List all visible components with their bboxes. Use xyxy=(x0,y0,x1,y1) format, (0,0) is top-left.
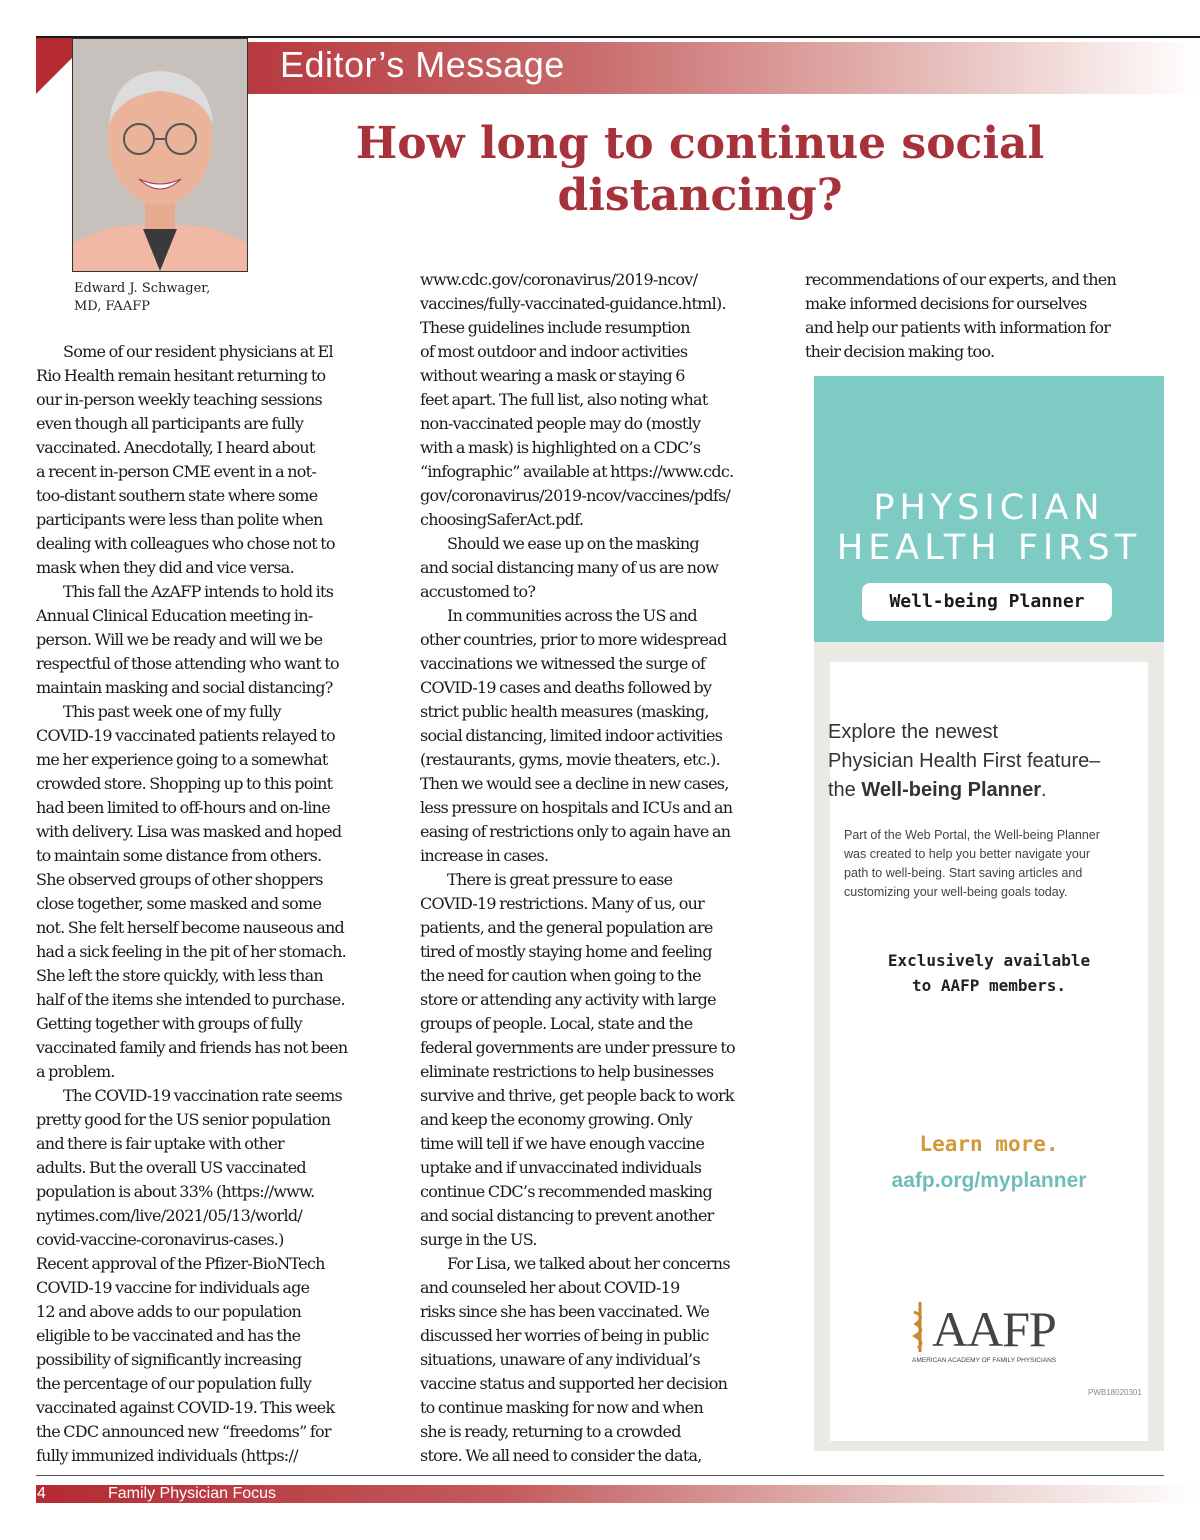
body-line: tired of mostly staying home and feeling xyxy=(420,942,712,961)
body-line: groups of people. Local, state and the xyxy=(420,1014,693,1033)
body-line: Rio Health remain hesitant returning to xyxy=(36,366,326,385)
body-line: vaccinations we witnessed the surge of xyxy=(420,654,706,673)
body-line: situations, unaware of any individual’s xyxy=(420,1350,700,1369)
ad-explore-line xyxy=(828,776,1138,805)
body-line: me her experience going to a somewhat xyxy=(36,750,328,769)
body-line: and there is fair uptake with other xyxy=(36,1134,284,1153)
ad-description-line: path to well-being. Start saving articles and xyxy=(844,866,1083,880)
body-line: In communities across the US and xyxy=(447,606,697,625)
body-line: the need for caution when going to the xyxy=(420,966,701,985)
body-line: less pressure on hospitals and ICUs and an xyxy=(420,798,733,817)
body-line: crowded store. Shopping up to this point xyxy=(36,774,333,793)
ad-description-line: was created to help you better navigate your xyxy=(844,847,1090,861)
body-line: 12 and above adds to our population xyxy=(36,1302,302,1321)
body-line: There is great pressure to ease xyxy=(447,870,673,889)
body-line: The COVID-19 vaccination rate seems xyxy=(63,1086,342,1105)
ad-learn-more[interactable]: Learn more. xyxy=(919,1132,1059,1156)
article-column-1 xyxy=(36,340,408,1468)
ad-explore-line: Explore the newest xyxy=(828,721,999,743)
body-line: and counseled her about COVID-19 xyxy=(420,1278,680,1297)
section-title: Editor’s Message xyxy=(280,44,565,85)
body-line: covid-vaccine-coronavirus-cases.) xyxy=(36,1230,284,1249)
body-line: She left the store quickly, with less than xyxy=(36,966,323,985)
body-line: a problem. xyxy=(36,1062,115,1081)
body-line: without wearing a mask or staying 6 xyxy=(420,366,685,385)
body-line: mask when they did and vice versa. xyxy=(36,558,294,577)
body-line: respectful of those attending who want to xyxy=(36,654,339,673)
author-credentials: MD, FAAFP xyxy=(74,299,150,314)
body-line: uptake and if unvaccinated individuals xyxy=(420,1158,702,1177)
body-line: COVID-19 vaccine for individuals age xyxy=(36,1278,310,1297)
body-line: choosingSaferAct.pdf. xyxy=(420,510,584,529)
body-line: She observed groups of other shoppers xyxy=(36,870,323,889)
body-line: Some of our resident physicians at El xyxy=(63,342,333,361)
page-number: 4 xyxy=(37,1485,46,1502)
body-line: not. She felt herself become nauseous and xyxy=(36,918,345,937)
body-line: increase in cases. xyxy=(420,846,549,865)
body-line: and social distancing many of us are now xyxy=(420,558,719,577)
author-portrait-image xyxy=(73,39,247,271)
body-line: COVID-19 restrictions. Many of us, our xyxy=(420,894,705,913)
body-line: with a mask) is highlighted on a CDC’s xyxy=(420,438,701,457)
body-line: vaccinated. Anecdotally, I heard about xyxy=(36,438,315,457)
body-line: surge in the US. xyxy=(420,1230,537,1249)
body-line: gov/coronavirus/2019-ncov/vaccines/pdfs/ xyxy=(420,486,731,505)
body-line: vaccines/fully-vaccinated-guidance.html). xyxy=(420,294,726,313)
aafp-logo xyxy=(910,1294,1080,1370)
body-line: and keep the economy growing. Only xyxy=(420,1110,692,1129)
body-line: time will tell if we have enough vaccine xyxy=(420,1134,705,1153)
body-line: to continue masking for now and when xyxy=(420,1398,704,1417)
advertisement[interactable] xyxy=(814,376,1164,1451)
body-line: patients, and the general population are xyxy=(420,918,713,937)
body-line: even though all participants are fully xyxy=(36,414,304,433)
ad-url-link[interactable]: aafp.org/myplanner xyxy=(891,1169,1087,1192)
ad-explore-bold: Well-being Planner xyxy=(861,779,1042,801)
body-line: their decision making too. xyxy=(805,342,995,361)
headline-line: distancing? xyxy=(557,170,843,221)
body-line: eligible to be vaccinated and has the xyxy=(36,1326,301,1345)
body-line: participants were less than polite when xyxy=(36,510,323,529)
ad-exclusive-line: Exclusively available xyxy=(887,951,1091,970)
body-line: For Lisa, we talked about her concerns xyxy=(447,1254,730,1273)
body-line: risks since she has been vaccinated. We xyxy=(420,1302,710,1321)
body-line: population is about 33% (https://www. xyxy=(36,1182,315,1201)
body-line: make informed decisions for ourselves xyxy=(805,294,1087,313)
body-line: vaccine status and supported her decision xyxy=(420,1374,728,1393)
body-line: too-distant southern state where some xyxy=(36,486,318,505)
body-line: Annual Clinical Education meeting in- xyxy=(36,606,313,625)
body-line: survive and thrive, get people back to work xyxy=(420,1086,734,1105)
body-line: non-vaccinated people may do (mostly xyxy=(420,414,701,433)
body-line: store or attending any activity with large xyxy=(420,990,716,1009)
body-line: nytimes.com/live/2021/05/13/world/ xyxy=(36,1206,302,1225)
body-line: pretty good for the US senior population xyxy=(36,1110,331,1129)
aafp-logo-subtitle: AMERICAN ACADEMY OF FAMILY PHYSICIANS xyxy=(912,1357,1057,1364)
body-line: accustomed to? xyxy=(420,582,536,601)
aafp-logo-mark xyxy=(910,1294,1080,1370)
body-line: half of the items she intended to purchase. xyxy=(36,990,345,1009)
ad-description-line: customizing your well-being goals today. xyxy=(844,885,1068,899)
ad-brand-line: HEALTH FIRST xyxy=(836,528,1142,568)
body-line: of most outdoor and indoor activities xyxy=(420,342,688,361)
body-line: she is ready, returning to a crowded xyxy=(420,1422,681,1441)
ad-description xyxy=(844,826,1144,902)
aafp-logo-text: AAFP xyxy=(932,1301,1056,1357)
body-line: and help our patients with information for xyxy=(805,318,1111,337)
author-name: Edward J. Schwager, xyxy=(74,281,211,296)
ad-code: PWB18020301 xyxy=(1088,1388,1142,1397)
body-line: and social distancing to prevent another xyxy=(420,1206,714,1225)
body-line: with delivery. Lisa was masked and hoped xyxy=(36,822,342,841)
ad-header-panel xyxy=(814,376,1164,642)
body-line: COVID-19 cases and deaths followed by xyxy=(420,678,712,697)
ad-explore-prefix: the xyxy=(828,779,862,801)
body-line: Getting together with groups of fully xyxy=(36,1014,302,1033)
body-line: person. Will we be ready and will we be xyxy=(36,630,323,649)
ad-explore-suffix: . xyxy=(1041,779,1047,801)
body-line: www.cdc.gov/coronavirus/2019-ncov/ xyxy=(420,270,698,289)
body-line: fully immunized individuals (https:// xyxy=(36,1446,298,1465)
ad-exclusive-line: to AAFP members. xyxy=(911,976,1067,995)
body-line: discussed her worries of being in public xyxy=(420,1326,709,1345)
body-line: adults. But the overall US vaccinated xyxy=(36,1158,306,1177)
body-line: dealing with colleagues who chose not to xyxy=(36,534,335,553)
body-line: maintain masking and social distancing? xyxy=(36,678,333,697)
ad-brand-line: PHYSICIAN xyxy=(873,488,1105,528)
body-line: social distancing, limited indoor activities xyxy=(420,726,723,745)
body-line: recommendations of our experts, and then xyxy=(805,270,1117,289)
body-line: had a sick feeling in the pit of her stomach. xyxy=(36,942,346,961)
body-line: These guidelines include resumption xyxy=(420,318,690,337)
body-line: the CDC announced new “freedoms” for xyxy=(36,1422,331,1441)
body-line: COVID-19 vaccinated patients relayed to xyxy=(36,726,335,745)
body-line: federal governments are under pressure to xyxy=(420,1038,735,1057)
body-line: vaccinated against COVID-19. This week xyxy=(36,1398,335,1417)
article-headline xyxy=(330,118,1070,222)
body-line: close together, some masked and some xyxy=(36,894,322,913)
body-line: had been limited to off-hours and on-line xyxy=(36,798,330,817)
article-column-2 xyxy=(420,268,792,1468)
ad-description-line: Part of the Web Portal, the Well-being Planner xyxy=(844,828,1100,842)
author-byline xyxy=(74,280,210,316)
body-line: to maintain some distance from others. xyxy=(36,846,322,865)
article-column-3 xyxy=(805,268,1165,364)
ad-planner-pill: Well-being Planner xyxy=(862,583,1112,621)
author-photo xyxy=(72,38,248,272)
body-line: the percentage of our population fully xyxy=(36,1374,312,1393)
body-line: vaccinated family and friends has not been xyxy=(36,1038,348,1057)
body-line: Then we would see a decline in new cases, xyxy=(420,774,729,793)
ad-explore-line: Physician Health First feature– xyxy=(828,750,1101,772)
body-line: our in-person weekly teaching sessions xyxy=(36,390,322,409)
publication-name: Family Physician Focus xyxy=(108,1485,277,1502)
body-line: eliminate restrictions to help businesses xyxy=(420,1062,714,1081)
body-line: easing of restrictions only to again have an xyxy=(420,822,731,841)
footer-rule xyxy=(36,1475,1164,1476)
body-line: Recent approval of the Pfizer-BioNTech xyxy=(36,1254,325,1273)
body-line: continue CDC’s recommended masking xyxy=(420,1182,712,1201)
body-line: a recent in-person CME event in a not- xyxy=(36,462,317,481)
body-line: This past week one of my fully xyxy=(63,702,281,721)
ad-explore-text xyxy=(828,718,1138,805)
body-line: possibility of significantly increasing xyxy=(36,1350,302,1369)
body-line: feet apart. The full list, also noting what xyxy=(420,390,708,409)
body-line: “infographic” available at https://www.cdc. xyxy=(420,462,734,481)
ad-exclusive-note xyxy=(830,948,1148,998)
body-line: store. We all need to consider the data, xyxy=(420,1446,702,1465)
headline-line: How long to continue social xyxy=(355,118,1045,169)
body-line: strict public health measures (masking, xyxy=(420,702,709,721)
body-line: Should we ease up on the masking xyxy=(447,534,699,553)
body-line: This fall the AzAFP intends to hold its xyxy=(63,582,334,601)
body-line: (restaurants, gyms, movie theaters, etc.). xyxy=(420,750,720,769)
body-line: other countries, prior to more widespread xyxy=(420,630,727,649)
